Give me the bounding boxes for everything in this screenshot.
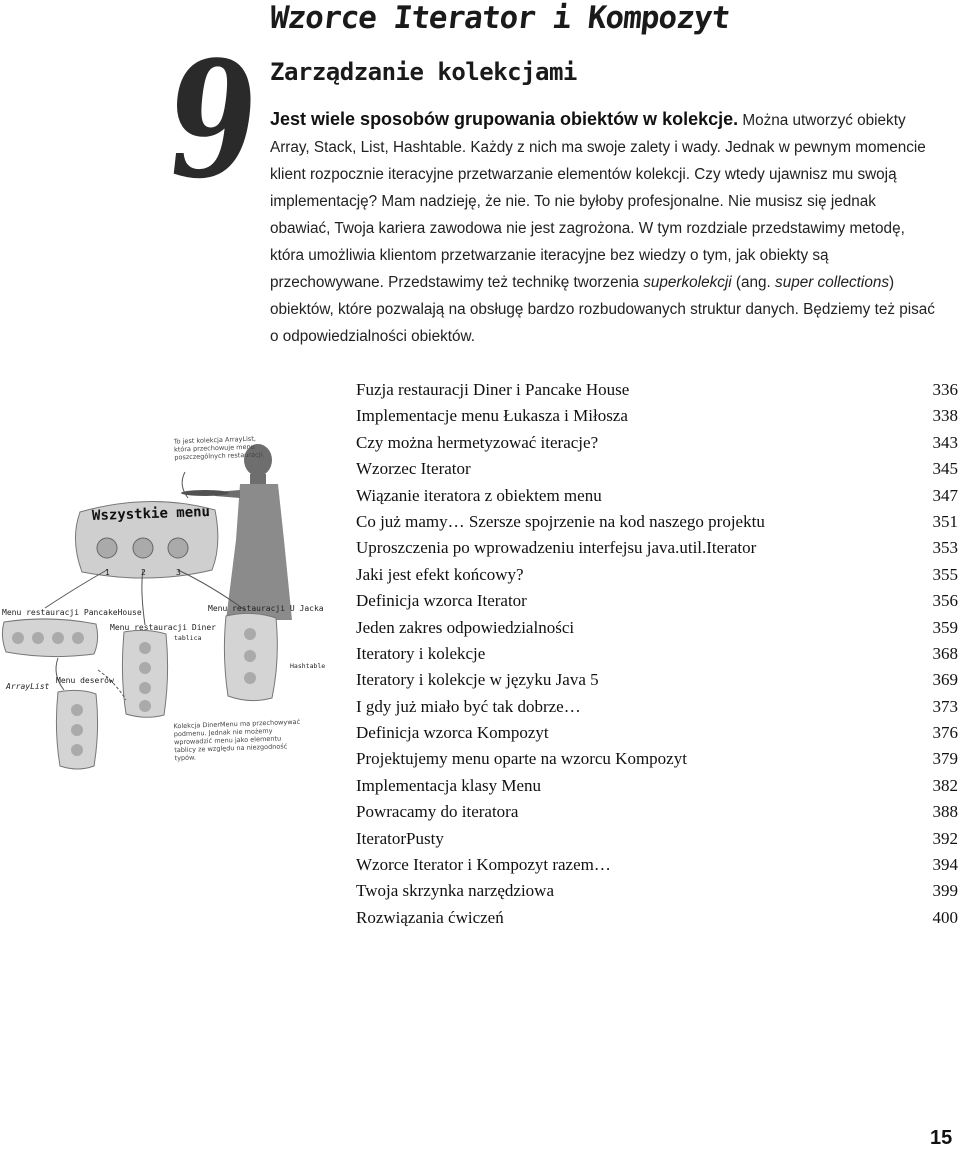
intro-text-1: Można utworzyć obiekty Array, Stack, List, Hashtable. Każdy z nich ma swoje zalety i wady. Jednak w pewnym momencie klient rozpocznie iteracyjne przetwarzanie elementów kolekcji. Czy wtedy ujawnisz mu swoją implementację? Mam nadzieję, że nie. To nie byłoby profesjonalne. Nie musisz się jednak obawiać, Twoja kariera zawodowa nie jest zagrożona. W tym rozdziale przedstawimy metodę, która umożliwia klientom przetwarzanie iteracyjne bez wiedzy o tym, jak obiekty są przechowywane. Przedstawimy też technikę tworzenia (270, 112, 926, 291)
toc-entry-page: 347 (932, 485, 958, 505)
toc-entry-title: Jaki jest efekt końcowy? (356, 564, 524, 584)
tablica-label: tablica (174, 634, 202, 642)
toc-entry-title: Fuzja restauracji Diner i Pancake House (356, 380, 630, 399)
toc-entry-title: Definicja wzorca Kompozyt (356, 723, 549, 743)
toc-entry[interactable] (356, 723, 958, 749)
toc-entry-page: 394 (932, 855, 958, 875)
toc-entry-title: Iteratory i kolekcje w języku Java 5 (356, 670, 599, 690)
menu-structure-illustration (0, 420, 330, 780)
desserts-menu-label: Menu deserów (56, 676, 114, 685)
slot-label-3: 3 (176, 568, 181, 577)
toc-entry-title: Twoja skrzynka narzędziowa (356, 881, 554, 901)
intro-em-1: superkolekcji (643, 274, 732, 291)
toc-entry-page: 392 (932, 828, 958, 848)
toc-entry-title: Implementacje menu Łukasza i Miłosza (356, 406, 628, 426)
toc-entry-title: Rozwiązania ćwiczeń (356, 907, 504, 927)
ujacka-menu-label: Menu restauracji U Jacka (208, 604, 324, 613)
toc-entry[interactable] (356, 512, 958, 538)
toc-entry-page: 356 (932, 591, 958, 611)
toc-entry[interactable] (356, 749, 958, 775)
toc-entry-page: 368 (932, 643, 958, 663)
slot-label-2: 2 (141, 568, 146, 577)
toc-entry-title: Iteratory i kolekcje (356, 643, 486, 663)
toc-entry-page: 355 (932, 564, 958, 584)
toc-entry-title: Definicja wzorca Iterator (356, 591, 527, 611)
toc-entry[interactable] (356, 802, 958, 828)
note-diner-submenu: Kolekcja DinerMenu ma przechowywać podmenu. Jednak nie możemy wprowadzić menu jako elementu tablicy ze względu na niezgodność typów. (173, 717, 301, 763)
section-title: Zarządzanie kolekcjami (270, 58, 577, 86)
toc-entry-title: Powracamy do iteratora (356, 802, 519, 822)
note-arraylist: To jest kolekcja ArrayList, która przechowuje menu poszczególnych restauracji. (173, 434, 265, 462)
toc-entry[interactable] (356, 644, 958, 670)
toc-entry[interactable] (356, 459, 958, 485)
toc-entry-page: 382 (932, 775, 958, 795)
toc-entry[interactable] (356, 433, 958, 459)
all-menus-label: Wszystkie menu (91, 503, 211, 525)
chapter-number: 9 (157, 26, 268, 214)
toc-entry-title: Jeden zakres odpowiedzialności (356, 617, 575, 637)
toc-entry-title: I gdy już miało być tak dobrze… (356, 696, 581, 716)
toc-entry-page: 359 (932, 617, 958, 637)
toc-entry-title: Czy można hermetyzować iteracje? (356, 432, 599, 452)
toc-entry[interactable] (356, 855, 958, 881)
intro-text-2: (ang. (731, 274, 776, 291)
pancake-menu-label: Menu restauracji PancakeHouse (2, 608, 142, 617)
toc-entry[interactable] (356, 908, 958, 934)
toc-entry-page: 345 (932, 459, 958, 479)
toc-entry[interactable] (356, 538, 958, 564)
toc-entry-title: IteratorPusty (356, 828, 444, 848)
chapter-title: Wzorce Iterator i Kompozyt (268, 0, 732, 36)
toc-entry-page: 338 (932, 406, 958, 426)
toc-entry-page: 400 (932, 907, 958, 927)
toc-entry[interactable] (356, 591, 958, 617)
toc-entry-title: Co już mamy… Szersze spojrzenie na kod naszego projektu (356, 511, 765, 531)
toc-entry-title: Wiązanie iteratora z obiektem menu (356, 485, 602, 505)
toc-entry-page: 376 (932, 723, 958, 743)
toc-entry-title: Wzorce Iterator i Kompozyt razem… (356, 855, 611, 875)
toc-entry[interactable] (356, 406, 958, 432)
intro-lead: Jest wiele sposobów grupowania obiektów w kolekcje. (270, 109, 739, 129)
toc-entry-page: 399 (932, 881, 958, 901)
toc-entry-page: 336 (932, 380, 958, 399)
toc-entry[interactable] (356, 881, 958, 907)
toc-entry-page: 351 (932, 511, 958, 531)
toc-entry-title: Implementacja klasy Menu (356, 775, 542, 795)
toc-entry-title: Projektujemy menu oparte na wzorcu Kompozyt (356, 749, 687, 769)
toc-entry[interactable] (356, 486, 958, 512)
toc-entry[interactable] (356, 697, 958, 723)
arraylist-label: ArrayList (6, 682, 50, 691)
toc-entry-page: 369 (932, 670, 958, 690)
page-number: 15 (930, 1127, 953, 1149)
diner-menu-label: Menu restauracji Diner (110, 623, 216, 632)
intro-text-3: ) obiektów, które pozwalają na obsługę bardzo rozbudowanych struktur danych. Będziemy też pisać o odpowiedzialności obiektów. (270, 274, 935, 345)
toc-entry-page: 343 (932, 432, 958, 452)
intro-paragraph (270, 106, 940, 350)
toc-entry[interactable] (356, 776, 958, 802)
slot-label-1: 1 (105, 568, 110, 577)
toc-entry[interactable] (356, 565, 958, 591)
table-of-contents (356, 380, 958, 934)
toc-entry-page: 388 (932, 802, 958, 822)
toc-entry-page: 353 (932, 538, 958, 558)
toc-entry-page: 373 (932, 696, 958, 716)
hashtable-label: Hashtable (290, 662, 326, 670)
intro-em-2: super collections (775, 274, 889, 291)
toc-entry[interactable] (356, 670, 958, 696)
toc-entry-title: Wzorzec Iterator (356, 459, 471, 479)
toc-entry[interactable] (356, 829, 958, 855)
toc-entry[interactable] (356, 618, 958, 644)
toc-entry-title: Uproszczenia po wprowadzeniu interfejsu java.util.Iterator (356, 538, 757, 558)
toc-entry-page: 379 (932, 749, 958, 769)
toc-entry[interactable] (356, 380, 958, 406)
